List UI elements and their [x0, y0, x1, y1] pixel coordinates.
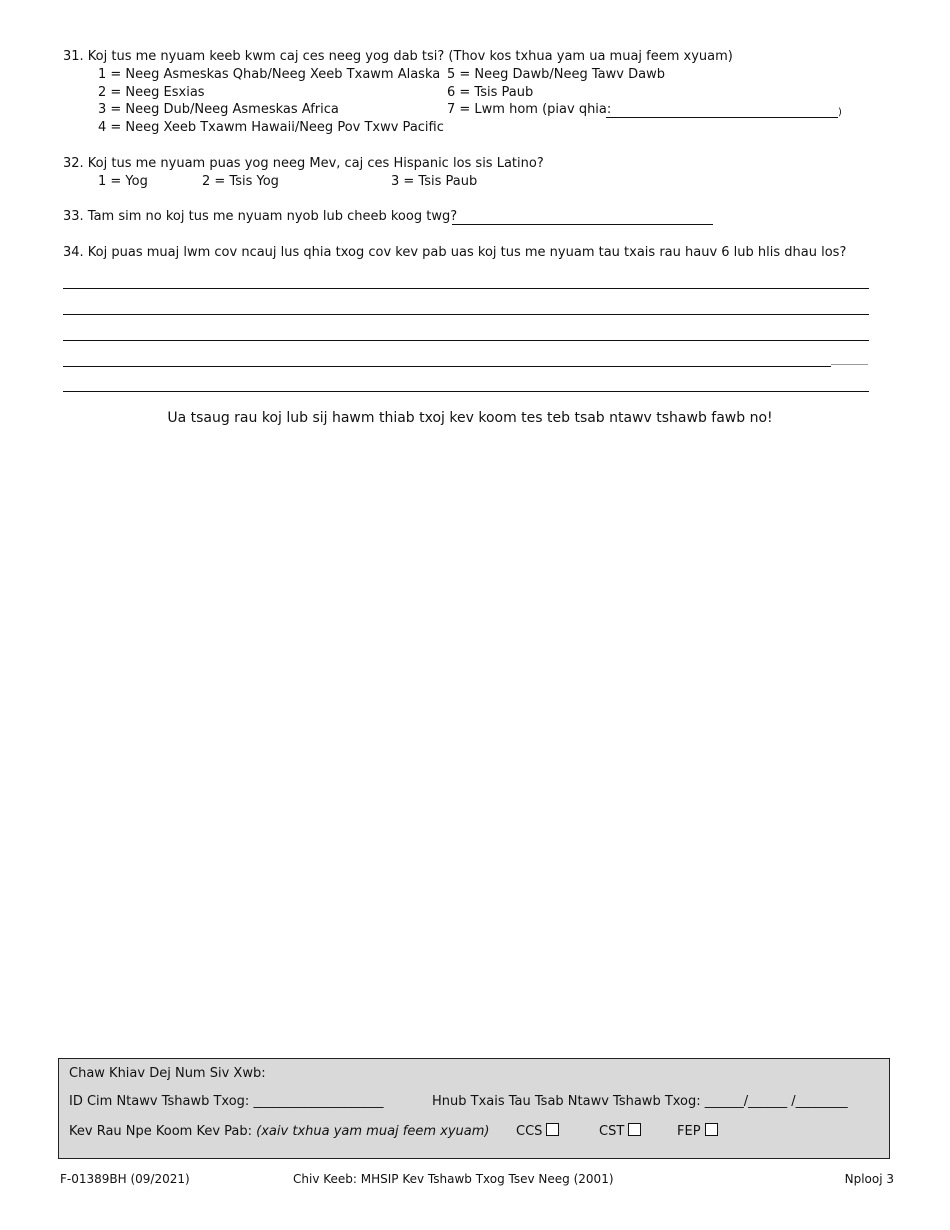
source-citation: Chiv Keeb: MHSIP Kev Tshawb Txog Tsev Neeg (2001) — [293, 1172, 614, 1186]
program-label: Kev Rau Npe Koom Kev Pab: — [69, 1124, 253, 1139]
program-enrollment-label — [69, 1123, 489, 1141]
q31-option-2[interactable]: 2 = Neeg Esxias — [98, 85, 205, 100]
q34-answer-line[interactable] — [63, 366, 831, 367]
question-31: 31. Koj tus me nyuam keeb kwm caj ces neeg yog dab tsi? (Thov kos txhua yam ua muaj feem xyuam) — [63, 49, 733, 64]
q31-option-5[interactable]: 5 = Neeg Dawb/Neeg Tawv Dawb — [447, 67, 665, 82]
q34-answer-line[interactable] — [63, 288, 869, 289]
program-cst-label: CST — [599, 1124, 625, 1139]
program-ccs-label: CCS — [516, 1124, 543, 1139]
checkbox-cst[interactable] — [628, 1123, 641, 1136]
thank-you-message: Ua tsaug rau koj lub sij hawm thiab txoj kev koom tes teb tsab ntawv tshawb fawb no! — [167, 410, 773, 426]
q32-option-yes[interactable]: 1 = Yog — [98, 174, 148, 189]
q34-answer-line[interactable] — [63, 391, 869, 392]
q31-option-1[interactable]: 1 = Neeg Asmeskas Qhab/Neeg Xeeb Txawm Alaska — [98, 67, 441, 82]
page-number: Nplooj 3 — [844, 1172, 894, 1186]
received-date-field[interactable]: Hnub Txais Tau Tsab Ntawv Tshawb Txog: ______/______ /________ — [432, 1094, 848, 1109]
program-option-ccs[interactable] — [516, 1123, 559, 1141]
q31-option-3[interactable]: 3 = Neeg Dub/Neeg Asmeskas Africa — [98, 102, 339, 117]
q34-answer-line[interactable] — [63, 340, 869, 341]
checkbox-fep[interactable] — [705, 1123, 718, 1136]
q32-option-no[interactable]: 2 = Tsis Yog — [202, 174, 279, 189]
question-32: 32. Koj tus me nyuam puas yog neeg Mev, caj ces Hispanic los sis Latino? — [63, 156, 544, 171]
program-fep-label: FEP — [677, 1124, 701, 1139]
q31-other-close: ) — [838, 107, 842, 118]
office-use-title: Chaw Khiav Dej Num Siv Xwb: — [69, 1066, 266, 1081]
q32-option-unknown[interactable]: 3 = Tsis Paub — [391, 174, 478, 189]
program-option-cst[interactable] — [599, 1123, 641, 1141]
q31-option-4[interactable]: 4 = Neeg Xeeb Txawm Hawaii/Neeg Pov Txwv Pacific — [98, 120, 444, 135]
q33-answer-field[interactable] — [452, 224, 713, 225]
q31-option-7[interactable]: 7 = Lwm hom (piav qhia: — [447, 102, 612, 117]
form-id: F-01389BH (09/2021) — [60, 1172, 190, 1186]
survey-id-field[interactable]: ID Cim Ntawv Tshawb Txog: ____________________ — [69, 1094, 384, 1109]
question-34: 34. Koj puas muaj lwm cov ncauj lus qhia txog cov kev pab uas koj tus me nyuam tau txais rau hauv 6 lub hlis dhau los? — [63, 245, 847, 260]
q34-answer-line[interactable] — [63, 314, 869, 315]
checkbox-ccs[interactable] — [546, 1123, 559, 1136]
q34-answer-line-tail — [831, 364, 868, 365]
office-use-box — [58, 1058, 890, 1159]
question-33: 33. Tam sim no koj tus me nyuam nyob lub cheeb koog twg? — [63, 209, 458, 224]
q31-option-6[interactable]: 6 = Tsis Paub — [447, 85, 534, 100]
program-option-fep[interactable] — [677, 1123, 718, 1141]
program-hint: (xaiv txhua yam muaj feem xyuam) — [256, 1124, 490, 1139]
q31-other-blank[interactable] — [606, 117, 838, 118]
